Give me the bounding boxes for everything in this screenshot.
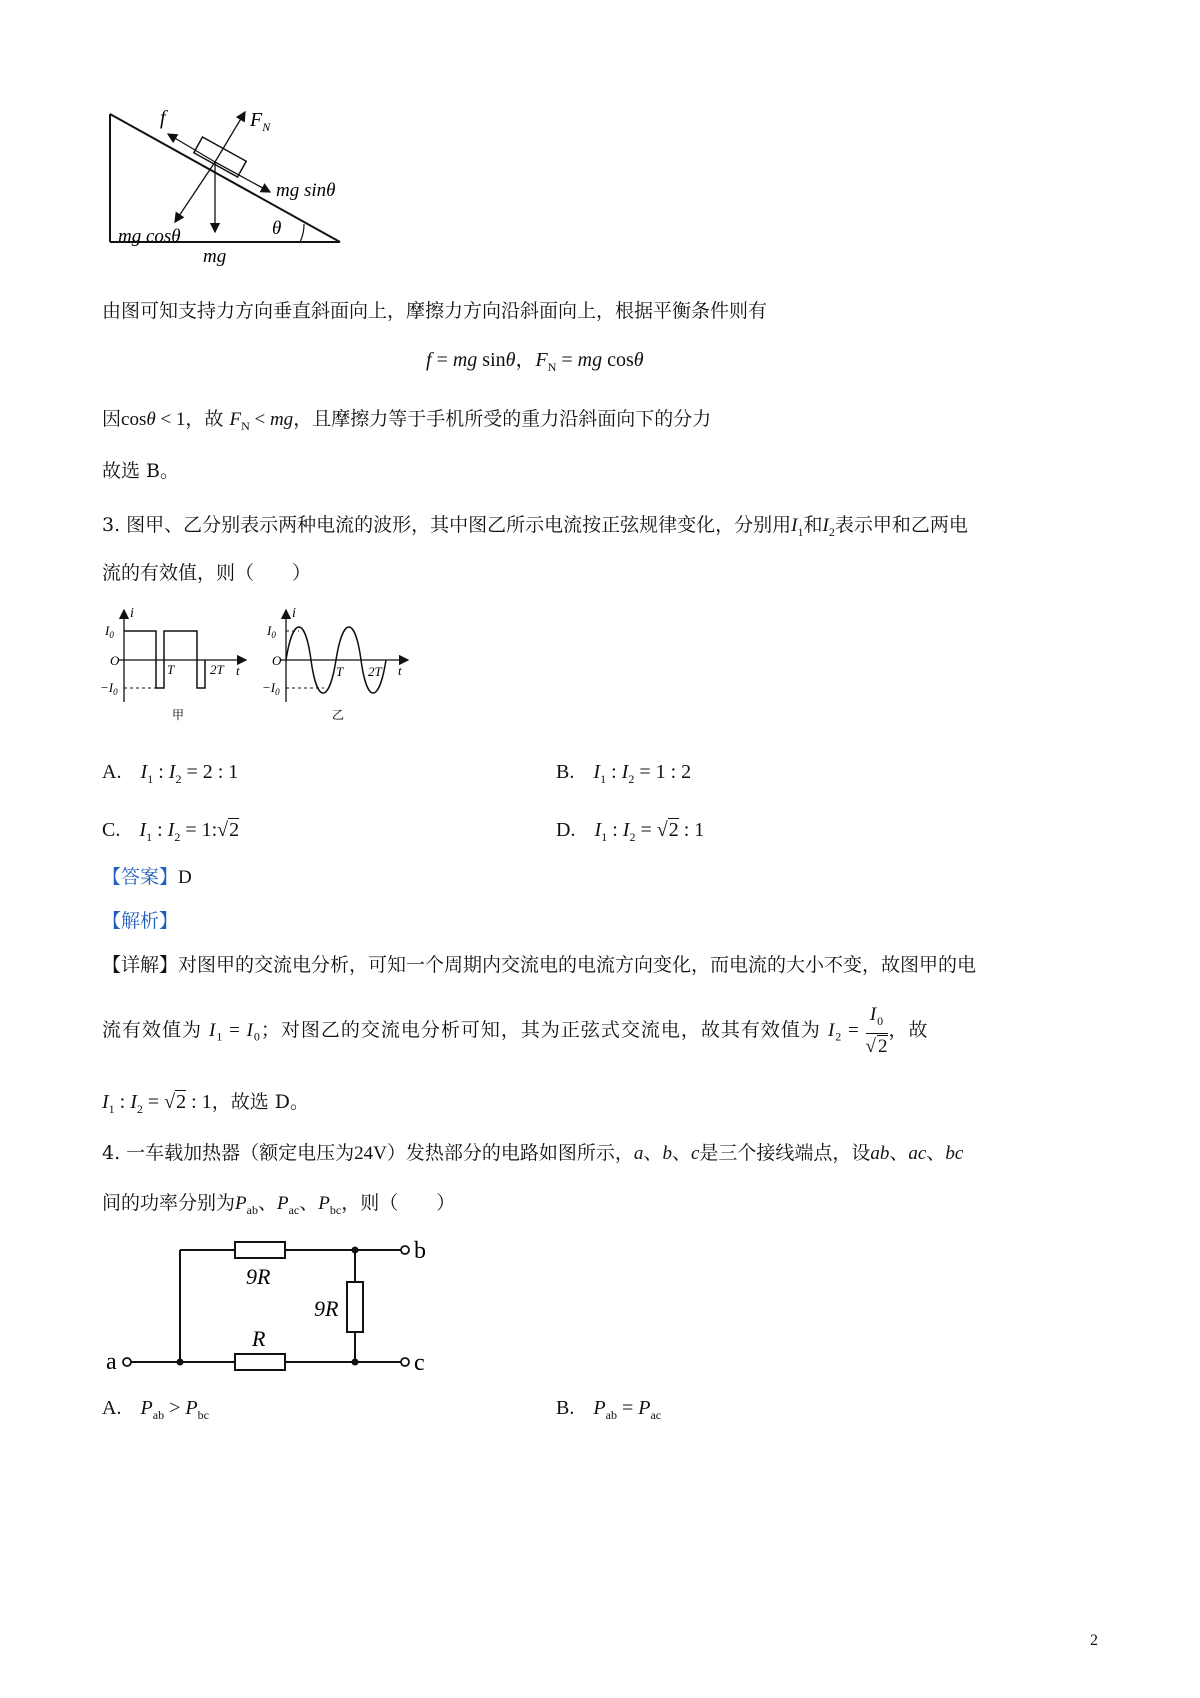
terminal-c bbox=[401, 1358, 409, 1366]
svg-text:9R: 9R bbox=[246, 1264, 271, 1289]
q4-option-a[interactable]: A. $P_{ab} > P_{bc}$ bbox=[102, 1397, 209, 1422]
q3-option-d[interactable]: D. $I_1$ : $I_2 = √2$ : 1 bbox=[556, 819, 705, 844]
fraction-i0-over-sqrt2: $\frac{I_0}{√2}$ bbox=[865, 1004, 889, 1057]
svg-text:T: T bbox=[336, 664, 344, 679]
svg-text:O: O bbox=[272, 653, 282, 668]
svg-text:T: T bbox=[167, 662, 175, 677]
q4-stem-line1: 4. 一车载加热器（额定电压为24V）发热部分的电路如图所示，a、b、c是三个接线端点，设ab、ac、bc bbox=[102, 1142, 964, 1164]
resistor-r-bottom bbox=[235, 1354, 285, 1370]
incline-triangle bbox=[110, 114, 340, 242]
svg-text:t: t bbox=[236, 663, 240, 678]
svg-text:乙: 乙 bbox=[332, 708, 345, 722]
svg-text:9R: 9R bbox=[314, 1296, 339, 1321]
svg-text:i: i bbox=[292, 606, 296, 621]
equation-balance: f = mg sinθ，$F_N$ = mg cosθ bbox=[426, 347, 644, 374]
arrow-friction bbox=[168, 134, 215, 162]
svg-text:c: c bbox=[414, 1350, 425, 1376]
q3-detail-line1: 【详解】对图甲的交流电分析，可知一个周期内交流电的电流方向变化，而电流的大小不变，故图甲的电 bbox=[102, 954, 977, 976]
svg-text:I0: $I_0$ bbox=[267, 623, 276, 640]
q3-detail-line3: $I_1$ : $I_2 = √2$ : 1，故选 D。 bbox=[102, 1091, 310, 1116]
incline-force-diagram bbox=[100, 100, 380, 270]
svg-text:2T: 2T bbox=[368, 664, 382, 679]
label-fn: $F_N$ bbox=[250, 109, 271, 134]
svg-text:2T: 2T bbox=[210, 662, 224, 677]
q3-stem-line1: 3. 图甲、乙分别表示两种电流的波形，其中图乙所示电流按正弦规律变化，分别用$I_1$和$I_2$表示甲和乙两电 bbox=[102, 514, 968, 539]
svg-text:b: b bbox=[414, 1238, 426, 1264]
svg-text:t: t bbox=[398, 663, 402, 678]
graph-yi-sine-wave bbox=[262, 604, 412, 722]
text-because: 因cosθ < 1，故 $F_N$ < mg，且摩擦力等于手机所受的重力沿斜面向下的分力 bbox=[102, 408, 712, 433]
text-choose-b: 故选 B。 bbox=[102, 460, 180, 482]
q3-option-c[interactable]: C. $I_1$ : $I_2$ = 1:√2 bbox=[102, 819, 240, 844]
q3-stem-line2: 流的有效值，则（ ） bbox=[102, 562, 312, 584]
terminal-a bbox=[123, 1358, 131, 1366]
q3-answer bbox=[102, 864, 192, 891]
answer-tag: 【答案】 bbox=[102, 866, 179, 888]
svg-text:i: i bbox=[130, 606, 134, 621]
graph-jia-square-wave bbox=[100, 604, 250, 722]
svg-text:R: R bbox=[252, 1326, 266, 1351]
angle-arc bbox=[300, 224, 304, 242]
q3-option-a[interactable]: A. $I_1$ : $I_2 = 2$ : 1 bbox=[102, 761, 239, 786]
label-f: f bbox=[160, 107, 166, 129]
q4-stem-line2: 间的功率分别为$P_{ab}$、$P_{ac}$、$P_{bc}$，则（ ） bbox=[102, 1192, 456, 1217]
svg-text:甲: 甲 bbox=[172, 708, 185, 722]
label-mg: mg bbox=[203, 246, 227, 267]
heater-circuit-diagram bbox=[100, 1232, 440, 1384]
label-mg-cos: mg cosθ bbox=[118, 226, 181, 247]
q3-detail-line2: 流有效值为 $I_1 = I_0$；对图乙的交流电分析可知，其为正弦式交流电，故其有效值为 $I_2$ = $\frac{I_0}{√2}$ ，故 bbox=[102, 1002, 928, 1060]
q3-option-b[interactable]: B. $I_1$ : $I_2 = 1$ : 2 bbox=[556, 761, 692, 786]
answer-value: D bbox=[178, 867, 192, 888]
arrow-mg-cos bbox=[175, 162, 215, 222]
arrow-normal-force bbox=[215, 112, 245, 162]
q4-option-b[interactable]: B. $P_{ab} = P_{ac}$ bbox=[556, 1397, 662, 1422]
svg-text:−I0: $-I_0$ bbox=[262, 680, 280, 697]
svg-text:−I0: $-I_0$ bbox=[100, 680, 118, 697]
q3-analysis-tag: 【解析】 bbox=[102, 910, 179, 932]
svg-text:I0: $I_0$ bbox=[105, 623, 114, 640]
label-theta: θ bbox=[272, 218, 282, 239]
page-number: 2 bbox=[1090, 1632, 1098, 1649]
detail-tag: 【详解】 bbox=[102, 954, 179, 976]
text-force-direction: 由图可知支持力方向垂直斜面向上，摩擦力方向沿斜面向上，根据平衡条件则有 bbox=[102, 300, 768, 322]
svg-text:O: O bbox=[110, 653, 120, 668]
block-phone bbox=[194, 137, 246, 177]
terminal-b bbox=[401, 1246, 409, 1254]
label-mg-sin: mg sinθ bbox=[276, 180, 336, 201]
resistor-9r-right bbox=[347, 1282, 363, 1332]
resistor-9r-top bbox=[235, 1242, 285, 1258]
svg-text:a: a bbox=[106, 1349, 117, 1375]
